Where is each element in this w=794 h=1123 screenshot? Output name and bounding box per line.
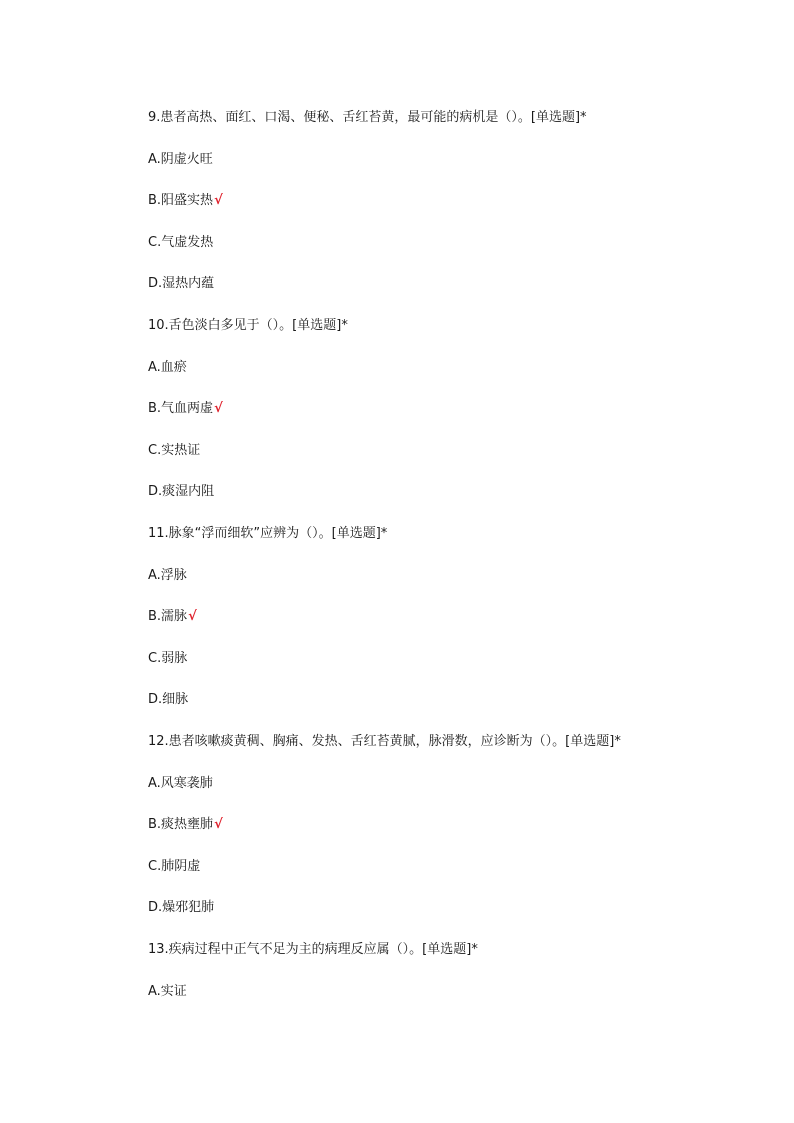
option-text: A.阴虚火旺	[148, 152, 213, 167]
question-12-option-c	[148, 858, 200, 876]
option-text: A.实证	[148, 984, 187, 999]
question-9-stem: 9.患者高热、面红、口渴、便秘、舌红苔黄，最可能的病机是（）。[单选题]*	[148, 110, 587, 125]
question-10-option-a	[148, 359, 187, 377]
question-10-option-d	[148, 483, 214, 501]
question-12-stem: 12.患者咳嗽痰黄稠、胸痛、发热、舌红苔黄腻，脉滑数，应诊断为（）。[单选题]*	[148, 734, 621, 749]
question-10-option-c	[148, 442, 200, 460]
question-10-stem: 10.舌色淡白多见于（）。[单选题]*	[148, 318, 348, 333]
option-text: A.风寒袭肺	[148, 776, 213, 791]
correct-answer-checkmark: √	[188, 609, 197, 624]
correct-answer-checkmark: √	[214, 817, 223, 832]
question-10-option-b	[148, 400, 223, 418]
option-text: D.细脉	[148, 692, 189, 707]
question-11-option-c	[148, 650, 187, 668]
option-text: D.燥邪犯肺	[148, 900, 215, 915]
option-text: B.痰热壅肺	[148, 817, 214, 832]
option-text: A.血瘀	[148, 360, 187, 375]
option-text: C.肺阴虚	[148, 859, 201, 874]
question-12-option-b	[148, 816, 223, 834]
option-text: A.浮脉	[148, 568, 187, 583]
option-text: C.气虚发热	[148, 235, 214, 250]
question-11-option-a	[148, 567, 187, 585]
option-text: B.阳盛实热	[148, 193, 214, 208]
question-12-option-a	[148, 775, 213, 793]
question-9-option-c	[148, 234, 213, 252]
question-11-option-b	[148, 608, 197, 626]
option-text: D.湿热内蕴	[148, 276, 215, 291]
correct-answer-checkmark: √	[214, 193, 223, 208]
question-9-option-a	[148, 151, 213, 169]
option-text: D.痰湿内阻	[148, 484, 215, 499]
question-12-option-d	[148, 899, 214, 917]
option-text: B.濡脉	[148, 609, 188, 624]
question-13-option-a	[148, 983, 187, 1001]
option-text: C.弱脉	[148, 651, 188, 666]
question-11-option-d	[148, 691, 188, 709]
correct-answer-checkmark: √	[214, 401, 223, 416]
question-13-stem: 13.疾病过程中正气不足为主的病理反应属（）。[单选题]*	[148, 942, 478, 957]
question-11-stem: 11.脉象“浮而细软”应辨为（）。[单选题]*	[148, 526, 388, 541]
option-text: B.气血两虚	[148, 401, 214, 416]
question-9-option-b	[148, 192, 223, 210]
option-text: C.实热证	[148, 443, 201, 458]
question-9-option-d	[148, 275, 214, 293]
